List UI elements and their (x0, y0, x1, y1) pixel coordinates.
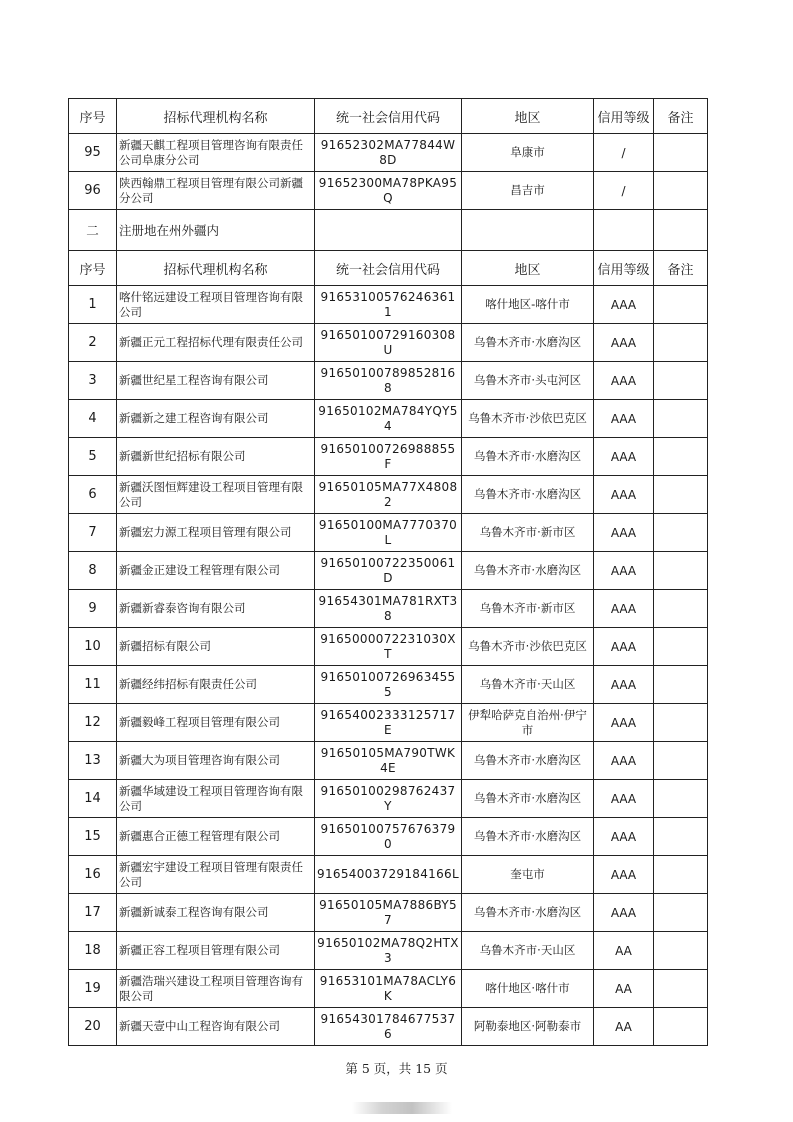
table-row (69, 134, 708, 172)
cell-grade: / (594, 172, 654, 210)
cell-code: 916501007898528168 (315, 362, 462, 400)
cell-code: 91654002333125717E (315, 704, 462, 742)
cell-name: 新疆新诚泰工程咨询有限公司 (117, 894, 315, 932)
header-row (69, 251, 708, 286)
cell-grade: AAA (594, 476, 654, 514)
cell-name: 新疆经纬招标有限责任公司 (117, 666, 315, 704)
table-row (69, 780, 708, 818)
cell-grade: AAA (594, 362, 654, 400)
cell-remark (654, 970, 708, 1008)
cell-code: 916531005762463611 (315, 286, 462, 324)
cell-remark (654, 856, 708, 894)
table-row (69, 362, 708, 400)
header-remark: 备注 (654, 99, 708, 134)
cell-remark (654, 400, 708, 438)
section-title: 注册地在州外疆内 (117, 210, 315, 251)
cell-region: 阜康市 (462, 134, 594, 172)
cell-grade: AAA (594, 286, 654, 324)
cell-grade: AAA (594, 666, 654, 704)
cell-code: 91654003729184166L (315, 856, 462, 894)
cell-remark (654, 932, 708, 970)
cell-remark (654, 590, 708, 628)
cell-name: 新疆新睿泰咨询有限公司 (117, 590, 315, 628)
cell-region: 乌鲁木齐市·头屯河区 (462, 362, 594, 400)
cell-seq: 13 (69, 742, 117, 780)
cell-seq: 15 (69, 818, 117, 856)
cell-grade: AAA (594, 742, 654, 780)
header-code: 统一社会信用代码 (315, 99, 462, 134)
cell-region: 乌鲁木齐市·沙依巴克区 (462, 400, 594, 438)
header-code: 统一社会信用代码 (315, 251, 462, 286)
cell-code: 916543017846775376 (315, 1008, 462, 1046)
cell-name: 新疆沃图恒辉建设工程项目管理有限公司 (117, 476, 315, 514)
table-row (69, 666, 708, 704)
cell-grade: AAA (594, 324, 654, 362)
table-row (69, 438, 708, 476)
cell-region: 昌吉市 (462, 172, 594, 210)
table-row (69, 172, 708, 210)
header-region: 地区 (462, 99, 594, 134)
cell-grade: AAA (594, 818, 654, 856)
cell-grade: AAA (594, 514, 654, 552)
cell-code: 91650102MA784YQY54 (315, 400, 462, 438)
cell-region: 乌鲁木齐市·水磨沟区 (462, 780, 594, 818)
agency-table (68, 98, 708, 1046)
cell-code: 916501007269634555 (315, 666, 462, 704)
cell-name: 喀什铭远建设工程项目管理咨询有限公司 (117, 286, 315, 324)
cell-code: 91650105MA790TWK4E (315, 742, 462, 780)
table-row (69, 894, 708, 932)
cell-seq: 10 (69, 628, 117, 666)
cell-name: 新疆天麒工程项目管理咨询有限责任公司阜康分公司 (117, 134, 315, 172)
cell-code: 91650100298762437Y (315, 780, 462, 818)
cell-code: 91654301MA781RXT38 (315, 590, 462, 628)
section-empty-cell (315, 210, 462, 251)
cell-name: 新疆浩瑞兴建设工程项目管理咨询有限公司 (117, 970, 315, 1008)
table-row (69, 628, 708, 666)
cell-region: 乌鲁木齐市·水磨沟区 (462, 324, 594, 362)
table-row (69, 704, 708, 742)
cell-grade: AAA (594, 400, 654, 438)
cell-code: 91650100722350061D (315, 552, 462, 590)
section-row (69, 210, 708, 251)
cell-seq: 7 (69, 514, 117, 552)
cell-seq: 3 (69, 362, 117, 400)
cell-remark (654, 476, 708, 514)
cell-name: 新疆金正建设工程管理有限公司 (117, 552, 315, 590)
cell-remark (654, 552, 708, 590)
section-empty-cell (654, 210, 708, 251)
cell-remark (654, 818, 708, 856)
cell-seq: 20 (69, 1008, 117, 1046)
cell-name: 新疆新世纪招标有限公司 (117, 438, 315, 476)
cell-region: 喀什地区·喀什市 (462, 970, 594, 1008)
cell-grade: AAA (594, 704, 654, 742)
cell-remark (654, 134, 708, 172)
cell-seq: 6 (69, 476, 117, 514)
cell-remark (654, 780, 708, 818)
cell-seq: 12 (69, 704, 117, 742)
cell-region: 伊犁哈萨克自治州·伊宁市 (462, 704, 594, 742)
cell-seq: 4 (69, 400, 117, 438)
header-remark: 备注 (654, 251, 708, 286)
cell-region: 乌鲁木齐市·水磨沟区 (462, 476, 594, 514)
cell-name: 新疆大为项目管理咨询有限公司 (117, 742, 315, 780)
cell-name: 新疆毅峰工程项目管理有限公司 (117, 704, 315, 742)
cell-region: 乌鲁木齐市·天山区 (462, 666, 594, 704)
cell-remark (654, 514, 708, 552)
table-row (69, 324, 708, 362)
cell-code: 91653101MA78ACLY6K (315, 970, 462, 1008)
table-row (69, 552, 708, 590)
page-number: 第 5 页，共 15 页 (345, 1061, 448, 1076)
cell-grade: / (594, 134, 654, 172)
table-row (69, 742, 708, 780)
table-row (69, 286, 708, 324)
table-row (69, 590, 708, 628)
table-row (69, 932, 708, 970)
scan-artifact (352, 1102, 452, 1114)
cell-seq: 19 (69, 970, 117, 1008)
cell-seq: 5 (69, 438, 117, 476)
cell-remark (654, 894, 708, 932)
table-row (69, 970, 708, 1008)
cell-name: 新疆新之建工程咨询有限公司 (117, 400, 315, 438)
table-row (69, 856, 708, 894)
cell-grade: AAA (594, 856, 654, 894)
cell-region: 乌鲁木齐市·水磨沟区 (462, 552, 594, 590)
cell-grade: AAA (594, 894, 654, 932)
cell-remark (654, 1008, 708, 1046)
cell-code: 916501007576763790 (315, 818, 462, 856)
cell-region: 乌鲁木齐市·新市区 (462, 514, 594, 552)
cell-code: 91652302MA77844W8D (315, 134, 462, 172)
cell-remark (654, 362, 708, 400)
cell-name: 新疆世纪星工程咨询有限公司 (117, 362, 315, 400)
cell-region: 乌鲁木齐市·新市区 (462, 590, 594, 628)
cell-seq: 1 (69, 286, 117, 324)
cell-name: 新疆正容工程项目管理有限公司 (117, 932, 315, 970)
cell-seq: 14 (69, 780, 117, 818)
cell-grade: AAA (594, 590, 654, 628)
header-row (69, 99, 708, 134)
cell-code: 91650100729160308U (315, 324, 462, 362)
header-name: 招标代理机构名称 (117, 99, 315, 134)
section-empty-cell (594, 210, 654, 251)
table-row (69, 476, 708, 514)
cell-region: 喀什地区-喀什市 (462, 286, 594, 324)
cell-code: 91650105MA77X48082 (315, 476, 462, 514)
cell-code: 91650100MA7770370L (315, 514, 462, 552)
cell-name: 陕西翰鼎工程项目管理有限公司新疆分公司 (117, 172, 315, 210)
header-seq: 序号 (69, 251, 117, 286)
table-row (69, 400, 708, 438)
header-seq: 序号 (69, 99, 117, 134)
cell-code: 91650105MA7886BY57 (315, 894, 462, 932)
cell-seq: 95 (69, 134, 117, 172)
cell-remark (654, 324, 708, 362)
cell-remark (654, 628, 708, 666)
cell-remark (654, 704, 708, 742)
header-name: 招标代理机构名称 (117, 251, 315, 286)
header-grade: 信用等级 (594, 251, 654, 286)
cell-name: 新疆宏宇建设工程项目管理有限责任公司 (117, 856, 315, 894)
cell-region: 乌鲁木齐市·天山区 (462, 932, 594, 970)
cell-seq: 8 (69, 552, 117, 590)
cell-remark (654, 438, 708, 476)
cell-remark (654, 742, 708, 780)
table-row (69, 514, 708, 552)
cell-region: 阿勒泰地区·阿勒泰市 (462, 1008, 594, 1046)
cell-region: 乌鲁木齐市·水磨沟区 (462, 438, 594, 476)
cell-region: 乌鲁木齐市·沙依巴克区 (462, 628, 594, 666)
cell-seq: 2 (69, 324, 117, 362)
cell-remark (654, 666, 708, 704)
cell-seq: 9 (69, 590, 117, 628)
cell-name: 新疆华域建设工程项目管理咨询有限公司 (117, 780, 315, 818)
cell-grade: AAA (594, 552, 654, 590)
cell-grade: AAA (594, 628, 654, 666)
cell-grade: AA (594, 970, 654, 1008)
cell-code: 9165000072231030XT (315, 628, 462, 666)
cell-seq: 96 (69, 172, 117, 210)
cell-region: 乌鲁木齐市·水磨沟区 (462, 742, 594, 780)
header-grade: 信用等级 (594, 99, 654, 134)
section-empty-cell (462, 210, 594, 251)
table-row (69, 818, 708, 856)
cell-region: 奎屯市 (462, 856, 594, 894)
cell-name: 新疆天壹中山工程咨询有限公司 (117, 1008, 315, 1046)
cell-name: 新疆招标有限公司 (117, 628, 315, 666)
cell-seq: 11 (69, 666, 117, 704)
cell-grade: AA (594, 932, 654, 970)
cell-grade: AA (594, 1008, 654, 1046)
cell-name: 新疆宏力源工程项目管理有限公司 (117, 514, 315, 552)
section-number: 二 (69, 210, 117, 251)
cell-code: 91650102MA78Q2HTX3 (315, 932, 462, 970)
cell-name: 新疆惠合正德工程管理有限公司 (117, 818, 315, 856)
cell-code: 91652300MA78PKA95Q (315, 172, 462, 210)
header-region: 地区 (462, 251, 594, 286)
cell-region: 乌鲁木齐市·水磨沟区 (462, 818, 594, 856)
cell-remark (654, 172, 708, 210)
table-row (69, 1008, 708, 1046)
cell-remark (654, 286, 708, 324)
cell-grade: AAA (594, 780, 654, 818)
cell-region: 乌鲁木齐市·水磨沟区 (462, 894, 594, 932)
cell-seq: 16 (69, 856, 117, 894)
cell-seq: 17 (69, 894, 117, 932)
cell-grade: AAA (594, 438, 654, 476)
cell-name: 新疆正元工程招标代理有限责任公司 (117, 324, 315, 362)
cell-seq: 18 (69, 932, 117, 970)
cell-code: 91650100726988855F (315, 438, 462, 476)
